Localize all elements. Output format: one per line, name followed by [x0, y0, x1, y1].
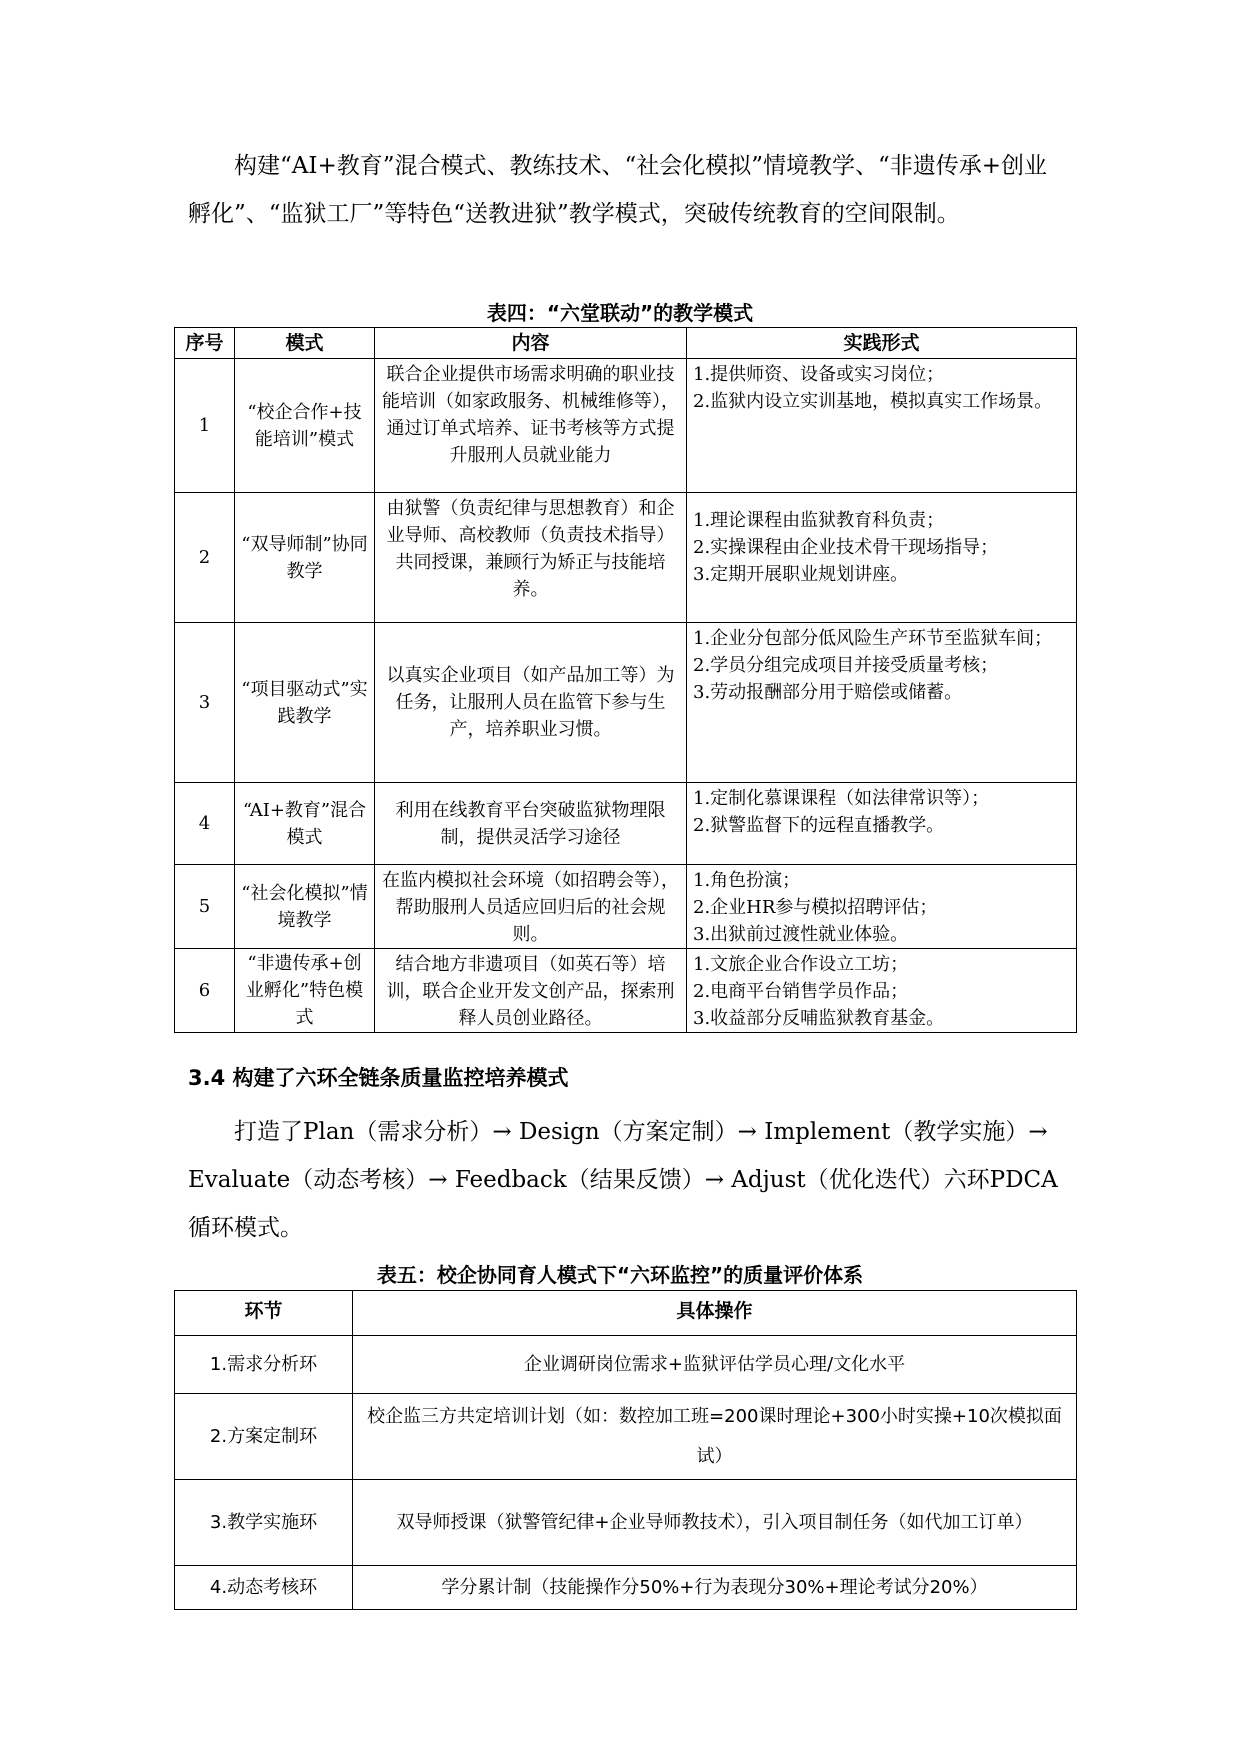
- table-row: [175, 1480, 1077, 1566]
- practice-item: 2.电商平台销售学员作品；: [693, 981, 909, 1002]
- quality-evaluation-table: [174, 1290, 1077, 1610]
- row-number: 6: [175, 949, 235, 1033]
- practice-item: 2.实操课程由企业技术骨干现场指导；: [693, 537, 999, 558]
- row-practice: [687, 493, 1077, 623]
- row-practice: [687, 623, 1077, 783]
- row-stage: 4.动态考核环: [175, 1566, 353, 1610]
- row-stage: 1.需求分析环: [175, 1336, 353, 1394]
- row-mode: “项目驱动式”实践教学: [235, 623, 375, 783]
- row-number: 5: [175, 865, 235, 949]
- table-header-row: [175, 1291, 1077, 1336]
- row-content: 由狱警（负责纪律与思想教育）和企业导师、高校教师（负责技术指导）共同授课，兼顾行为矫正与技能培养。: [375, 493, 687, 623]
- practice-item: 3.劳动报酬部分用于赔偿或储蓄。: [693, 682, 963, 703]
- row-operation: 校企监三方共定培训计划（如：数控加工班=200课时理论+300小时实操+10次模拟面试）: [353, 1394, 1077, 1480]
- row-mode: “双导师制”协同教学: [235, 493, 375, 623]
- row-mode: “社会化模拟”情境教学: [235, 865, 375, 949]
- row-mode: “校企合作+技能培训”模式: [235, 359, 375, 493]
- header-mode: 模式: [235, 328, 375, 359]
- row-content: 联合企业提供市场需求明确的职业技能培训（如家政服务、机械维修等），通过订单式培养、证书考核等方式提升服刑人员就业能力: [375, 359, 687, 493]
- practice-item: 3.收益部分反哺监狱教育基金。: [693, 1008, 945, 1029]
- practice-item: 1.定制化慕课课程（如法律常识等）；: [693, 788, 990, 809]
- table5-caption: 表五：校企协同育人模式下“六环监控”的质量评价体系: [376, 1263, 864, 1287]
- row-number: 3: [175, 623, 235, 783]
- table4-caption: 表四：“六堂联动”的教学模式: [486, 301, 754, 325]
- row-practice: [687, 359, 1077, 493]
- section-heading: 3.4 构建了六环全链条质量监控培养模式: [188, 1066, 569, 1090]
- header-no: 序号: [175, 328, 235, 359]
- row-content: 利用在线教育平台突破监狱物理限制，提供灵活学习途径: [375, 783, 687, 865]
- row-practice: [687, 949, 1077, 1033]
- row-operation: 企业调研岗位需求+监狱评估学员心理/文化水平: [353, 1336, 1077, 1394]
- row-number: 1: [175, 359, 235, 493]
- practice-item: 2.学员分组完成项目并接受质量考核；: [693, 655, 999, 676]
- table-row: [175, 865, 1077, 949]
- practice-item: 1.角色扮演；: [693, 870, 801, 891]
- table-row: [175, 1394, 1077, 1480]
- row-stage: 3.教学实施环: [175, 1480, 353, 1566]
- practice-item: 1.提供师资、设备或实习岗位；: [693, 364, 945, 385]
- practice-item: 2.狱警监督下的远程直播教学。: [693, 815, 945, 836]
- header-content: 内容: [375, 328, 687, 359]
- practice-item: 1.理论课程由监狱教育科负责；: [693, 510, 945, 531]
- header-stage: 环节: [175, 1291, 353, 1336]
- row-content: 在监内模拟社会环境（如招聘会等），帮助服刑人员适应回归后的社会规则。: [375, 865, 687, 949]
- row-practice: [687, 865, 1077, 949]
- table-row: [175, 1566, 1077, 1610]
- table-row: [175, 623, 1077, 783]
- row-number: 2: [175, 493, 235, 623]
- header-operation: 具体操作: [353, 1291, 1077, 1336]
- row-content: 结合地方非遗项目（如英石等）培训，联合企业开发文创产品，探索刑释人员创业路径。: [375, 949, 687, 1033]
- intro-paragraph: 构建“AI+教育”混合模式、教练技术、“社会化模拟”情境教学、“非遗传承+创业孵化”、“监狱工厂”等特色“送教进狱”教学模式，突破传统教育的空间限制。: [188, 153, 1048, 227]
- row-practice: [687, 783, 1077, 865]
- practice-item: 2.监狱内设立实训基地，模拟真实工作场景。: [693, 391, 1053, 412]
- table-row: [175, 949, 1077, 1033]
- row-operation: 双导师授课（狱警管纪律+企业导师教技术），引入项目制任务（如代加工订单）: [353, 1480, 1077, 1566]
- row-number: 4: [175, 783, 235, 865]
- table-row: [175, 1336, 1077, 1394]
- row-operation: 学分累计制（技能操作分50%+行为表现分30%+理论考试分20%）: [353, 1566, 1077, 1610]
- pdca-paragraph: 打造了Plan（需求分析）→ Design（方案定制）→ Implement（教学实施）→ Evaluate（动态考核）→ Feedback（结果反馈）→ Adjust（优化迭代）六环PDCA循环模式。: [188, 1119, 1058, 1241]
- table-row: [175, 783, 1077, 865]
- practice-item: 2.企业HR参与模拟招聘评估；: [693, 897, 938, 918]
- row-stage: 2.方案定制环: [175, 1394, 353, 1480]
- row-content: 以真实企业项目（如产品加工等）为任务，让服刑人员在监管下参与生产，培养职业习惯。: [375, 623, 687, 783]
- teaching-modes-table: [174, 327, 1077, 1033]
- practice-item: 3.出狱前过渡性就业体验。: [693, 924, 909, 945]
- table-header-row: [175, 328, 1077, 359]
- row-mode: “AI+教育”混合模式: [235, 783, 375, 865]
- practice-item: 3.定期开展职业规划讲座。: [693, 564, 909, 585]
- practice-item: 1.文旅企业合作设立工坊；: [693, 954, 909, 975]
- practice-item: 1.企业分包部分低风险生产环节至监狱车间；: [693, 628, 1053, 649]
- table-row: [175, 359, 1077, 493]
- table-row: [175, 493, 1077, 623]
- row-mode: “非遗传承+创业孵化”特色模式: [235, 949, 375, 1033]
- header-practice: 实践形式: [687, 328, 1077, 359]
